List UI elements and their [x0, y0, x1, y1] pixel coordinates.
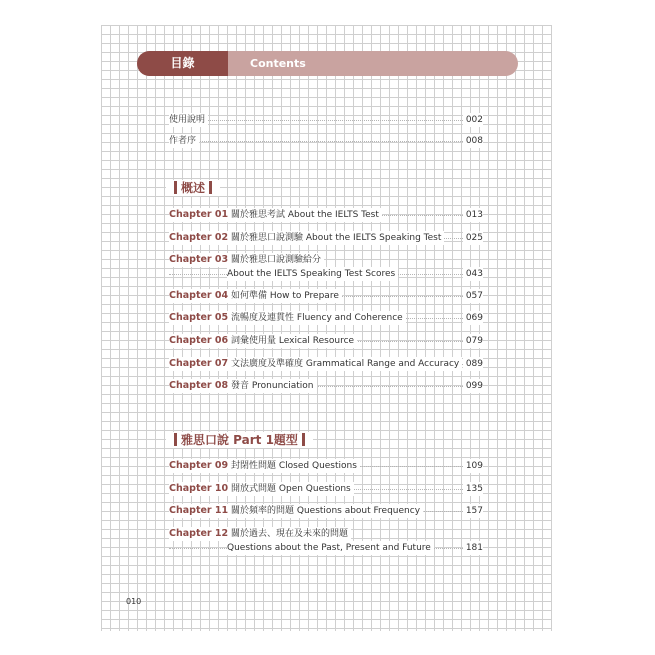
chapter-label: Chapter 05 [169, 312, 229, 323]
chapter-label: Chapter 12 [169, 528, 229, 539]
chapter-title: 關於雅思口說測驗 About the IELTS Speaking Test [231, 233, 442, 243]
chapter-title: 詞彙使用量 Lexical Resource [231, 336, 355, 346]
toc-page: 002 [463, 113, 483, 127]
toc-page: 181 [463, 541, 483, 555]
chapter-label: Chapter 04 [169, 290, 229, 301]
chapter-subtitle: About the IELTS Speaking Test Scores [227, 267, 398, 281]
chapter-label: Chapter 03 [169, 254, 229, 265]
toc-row-chapter-06[interactable] [169, 334, 483, 348]
chapter-subtitle: Questions about the Past, Present and Future [227, 541, 434, 555]
toc-page: 025 [463, 231, 483, 245]
chapter-title: 關於過去、現在及未來的問題 [231, 529, 349, 539]
header-label-chinese: 目錄 [137, 51, 228, 76]
leader-dots [169, 141, 463, 142]
chapter-title: 關於雅思考試 About the IELTS Test [231, 210, 379, 220]
chapter-title: 文法廣度及準確度 Grammatical Range and Accuracy [231, 359, 460, 369]
toc-page: 089 [463, 357, 483, 371]
page-number: 010 [126, 597, 142, 606]
chapter-title: 關於雅思口說測驗給分 [231, 255, 322, 265]
toc-row-chapter-02[interactable] [169, 231, 483, 245]
toc-row-chapter-05[interactable] [169, 311, 483, 325]
section-heading-part1 [166, 432, 313, 448]
toc-page: 079 [463, 334, 483, 348]
section-bar-left [174, 433, 177, 446]
chapter-label: Chapter 09 [169, 460, 229, 471]
toc-row-chapter-04[interactable] [169, 289, 483, 303]
chapter-label: Chapter 08 [169, 380, 229, 391]
chapter-label: Chapter 11 [169, 505, 229, 516]
chapter-title: 封閉性問題 Closed Questions [231, 461, 357, 471]
toc-page: 135 [463, 482, 483, 496]
toc-row-chapter-03[interactable] [169, 253, 483, 281]
toc-page: 109 [463, 459, 483, 473]
chapter-title: 開放式問題 Open Questions [231, 484, 351, 494]
toc-row-chapter-08[interactable] [169, 379, 483, 393]
toc-page: 057 [463, 289, 483, 303]
toc-row-usage[interactable] [169, 113, 483, 127]
section-bar-right [209, 181, 212, 194]
chapter-label: Chapter 01 [169, 209, 229, 220]
chapter-title: 發音 Pronunciation [231, 381, 314, 391]
toc-row-preface[interactable] [169, 134, 483, 148]
toc-page: 099 [463, 379, 483, 393]
chapter-title: 流暢度及連貫性 Fluency and Coherence [231, 313, 403, 323]
toc-page: 069 [463, 311, 483, 325]
section-heading-overview [166, 180, 220, 196]
chapter-title: 如何準備 How to Prepare [231, 291, 339, 301]
chapter-label: Chapter 07 [169, 358, 229, 369]
toc-page: 008 [463, 134, 483, 148]
chapter-label: Chapter 02 [169, 232, 229, 243]
toc-row-chapter-10[interactable] [169, 482, 483, 496]
toc-page: 013 [463, 208, 483, 222]
section-title: 概述 [181, 181, 206, 195]
contents-header [137, 51, 518, 76]
toc-page: 157 [463, 504, 483, 518]
chapter-label: Chapter 10 [169, 483, 229, 494]
toc-row-chapter-11[interactable] [169, 504, 483, 518]
section-title: 雅思口說 Part 1題型 [181, 433, 298, 447]
toc-title: 使用說明 [169, 113, 208, 127]
chapter-title: 關於頻率的問題 Questions about Frequency [231, 506, 421, 516]
leader-dots [169, 120, 463, 121]
toc-title: 作者序 [169, 134, 199, 148]
header-label-english: Contents [250, 57, 306, 70]
toc-row-chapter-07[interactable] [169, 357, 483, 371]
section-bar-left [174, 181, 177, 194]
toc-row-chapter-01[interactable] [169, 208, 483, 222]
toc-page: 043 [463, 267, 483, 281]
toc-row-chapter-12[interactable] [169, 527, 483, 555]
toc-row-chapter-09[interactable] [169, 459, 483, 473]
chapter-label: Chapter 06 [169, 335, 229, 346]
section-bar-right [302, 433, 305, 446]
